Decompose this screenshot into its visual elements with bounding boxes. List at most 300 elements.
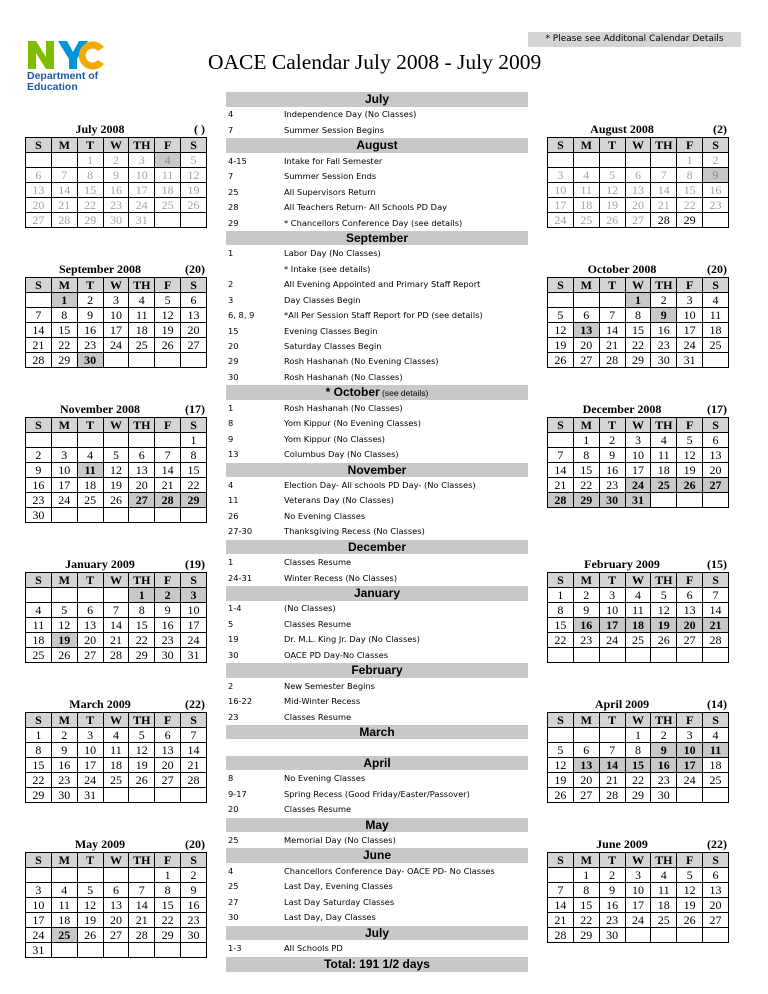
day-cell: 29 xyxy=(625,353,651,368)
weekday-header: TH xyxy=(651,853,677,868)
day-cell: 25 xyxy=(129,338,155,353)
day-cell: 20 xyxy=(573,773,599,788)
month-calendar xyxy=(547,557,729,663)
day-cell: 4 xyxy=(103,728,129,743)
month-name: October 2008 xyxy=(587,262,657,276)
day-cell: 24 xyxy=(677,338,703,353)
day-cell: 1 xyxy=(181,433,207,448)
event-date: 11 xyxy=(228,495,239,506)
weekday-header: F xyxy=(155,853,181,868)
section-note: (see details) xyxy=(379,388,429,399)
day-cell: 9 xyxy=(703,168,729,183)
event-date: 8 xyxy=(228,418,234,429)
day-cell: 20 xyxy=(103,913,129,928)
section-label: January xyxy=(353,586,401,600)
weekday-header: M xyxy=(573,138,599,153)
day-cell: 5 xyxy=(77,883,103,898)
event-row xyxy=(226,478,528,493)
weekday-header: M xyxy=(51,138,77,153)
day-cell xyxy=(103,353,129,368)
day-cell: 18 xyxy=(651,898,677,913)
section-label: February xyxy=(351,663,403,678)
weekday-header: M xyxy=(51,278,77,293)
day-cell: 8 xyxy=(26,743,52,758)
day-cell xyxy=(677,928,703,943)
day-cell: 5 xyxy=(651,588,677,603)
weekday-header: TH xyxy=(651,573,677,588)
day-cell: 2 xyxy=(26,448,52,463)
section-label: July xyxy=(364,92,389,106)
weekday-header: S xyxy=(181,853,207,868)
day-cell xyxy=(129,943,155,958)
event-row xyxy=(226,447,528,462)
day-cell: 20 xyxy=(26,198,52,213)
month-header xyxy=(547,557,729,572)
event-row xyxy=(226,169,528,184)
day-cell: 15 xyxy=(51,323,77,338)
day-cell: 23 xyxy=(26,493,52,508)
day-cell: 30 xyxy=(26,508,52,523)
day-cell: 14 xyxy=(181,743,207,758)
day-cell: 27 xyxy=(703,478,729,493)
day-cell: 30 xyxy=(51,788,77,803)
month-grid xyxy=(25,712,207,803)
day-cell: 20 xyxy=(573,338,599,353)
day-cell xyxy=(129,508,155,523)
day-cell: 30 xyxy=(155,648,181,663)
weekday-header: S xyxy=(703,573,729,588)
day-cell: 10 xyxy=(51,463,77,478)
day-cell: 11 xyxy=(651,883,677,898)
day-cell: 27 xyxy=(677,633,703,648)
day-cell: 4 xyxy=(625,588,651,603)
event-row xyxy=(226,370,528,385)
month-section-header xyxy=(226,586,528,601)
day-cell: 29 xyxy=(181,493,207,508)
day-cell: 9 xyxy=(599,883,625,898)
event-text: Last Day, Evening Classes xyxy=(284,881,393,892)
day-cell: 31 xyxy=(129,213,155,228)
month-calendar xyxy=(547,122,729,228)
event-row xyxy=(226,524,528,539)
day-cell: 9 xyxy=(103,168,129,183)
day-cell: 11 xyxy=(155,168,181,183)
day-cell: 13 xyxy=(181,308,207,323)
month-header xyxy=(25,697,207,712)
event-row xyxy=(226,509,528,524)
day-cell: 30 xyxy=(651,788,677,803)
event-date: 30 xyxy=(228,649,239,660)
day-cell: 19 xyxy=(548,773,574,788)
day-cell: 26 xyxy=(129,773,155,788)
day-cell: 20 xyxy=(625,198,651,213)
day-cell: 25 xyxy=(651,913,677,928)
weekday-header: TH xyxy=(129,138,155,153)
day-cell: 15 xyxy=(129,618,155,633)
weekday-header: T xyxy=(599,278,625,293)
event-date: 19 xyxy=(228,634,239,645)
day-cell: 5 xyxy=(548,743,574,758)
day-cell: 30 xyxy=(77,353,103,368)
day-cell xyxy=(625,153,651,168)
weekday-header: W xyxy=(625,418,651,433)
day-cell: 2 xyxy=(573,588,599,603)
day-cell xyxy=(548,153,574,168)
event-date: 13 xyxy=(228,449,239,460)
month-day-count: (17) xyxy=(707,402,727,416)
day-cell: 2 xyxy=(599,868,625,883)
day-cell: 3 xyxy=(625,433,651,448)
event-list xyxy=(226,92,528,972)
day-cell xyxy=(51,508,77,523)
weekday-header: W xyxy=(625,278,651,293)
day-cell: 3 xyxy=(77,728,103,743)
day-cell: 15 xyxy=(573,898,599,913)
day-cell: 8 xyxy=(129,603,155,618)
event-row xyxy=(226,123,528,138)
day-cell: 13 xyxy=(625,183,651,198)
event-date: 8 xyxy=(228,773,234,784)
weekday-header: F xyxy=(155,278,181,293)
day-cell: 1 xyxy=(677,153,703,168)
day-cell xyxy=(573,728,599,743)
event-date: 25 xyxy=(228,881,239,892)
month-day-count: (19) xyxy=(185,557,205,571)
day-cell xyxy=(703,493,729,508)
day-cell: 4 xyxy=(703,728,729,743)
day-cell: 31 xyxy=(625,493,651,508)
event-text: New Semester Begins xyxy=(284,680,375,691)
day-cell: 29 xyxy=(155,928,181,943)
day-cell xyxy=(103,588,129,603)
month-section-header xyxy=(226,756,528,771)
calendar-details-note: * Please see Additonal Calendar Details xyxy=(528,32,741,47)
day-cell: 3 xyxy=(677,728,703,743)
weekday-header: F xyxy=(155,418,181,433)
day-cell: 29 xyxy=(77,213,103,228)
day-cell: 26 xyxy=(548,788,574,803)
event-date: 5 xyxy=(228,618,234,629)
section-label: March xyxy=(359,724,395,739)
day-cell: 19 xyxy=(103,478,129,493)
day-cell: 3 xyxy=(129,153,155,168)
event-date: 26 xyxy=(228,510,239,521)
day-cell: 25 xyxy=(703,773,729,788)
day-cell: 2 xyxy=(599,433,625,448)
day-cell: 21 xyxy=(103,633,129,648)
day-cell: 12 xyxy=(103,463,129,478)
day-cell: 22 xyxy=(77,198,103,213)
event-text: Last Day, Day Classes xyxy=(284,912,376,923)
day-cell: 7 xyxy=(129,883,155,898)
event-row xyxy=(226,802,528,817)
day-cell xyxy=(155,433,181,448)
day-cell: 28 xyxy=(155,493,181,508)
weekday-header: W xyxy=(103,573,129,588)
weekday-header: TH xyxy=(129,418,155,433)
day-cell: 28 xyxy=(51,213,77,228)
day-cell: 5 xyxy=(677,433,703,448)
event-text: Winter Recess (No Classes) xyxy=(284,572,398,583)
event-date: 15 xyxy=(228,325,239,336)
day-cell: 9 xyxy=(26,463,52,478)
weekday-header: S xyxy=(26,418,52,433)
day-cell: 16 xyxy=(26,478,52,493)
day-cell xyxy=(703,788,729,803)
event-date: 16-22 xyxy=(228,696,253,707)
weekday-header: S xyxy=(26,713,52,728)
event-row xyxy=(226,694,528,709)
event-date: 20 xyxy=(228,341,239,351)
event-row xyxy=(226,401,528,416)
day-cell: 27 xyxy=(703,913,729,928)
event-text: Independence Day (No Classes) xyxy=(284,109,417,120)
event-row xyxy=(226,910,528,925)
weekday-header: F xyxy=(155,713,181,728)
event-row xyxy=(226,200,528,215)
event-text: All Schools PD xyxy=(284,943,343,954)
day-cell: 27 xyxy=(129,493,155,508)
event-date: 1-4 xyxy=(228,603,242,614)
event-row xyxy=(226,416,528,431)
day-cell: 20 xyxy=(155,758,181,773)
event-row xyxy=(226,833,528,848)
day-cell: 9 xyxy=(599,448,625,463)
day-cell xyxy=(77,588,103,603)
day-cell: 26 xyxy=(599,213,625,228)
day-cell: 29 xyxy=(26,788,52,803)
month-calendar xyxy=(547,262,729,368)
day-cell xyxy=(77,943,103,958)
day-cell: 8 xyxy=(625,308,651,323)
day-cell xyxy=(703,213,729,228)
section-label: September xyxy=(345,230,409,245)
month-grid xyxy=(25,417,207,523)
event-row xyxy=(226,185,528,200)
day-cell: 17 xyxy=(625,898,651,913)
day-cell: 5 xyxy=(51,603,77,618)
day-cell: 26 xyxy=(77,928,103,943)
month-header xyxy=(25,557,207,572)
day-cell: 1 xyxy=(548,588,574,603)
event-date: 7 xyxy=(228,171,234,182)
day-cell xyxy=(26,153,52,168)
day-cell: 8 xyxy=(77,168,103,183)
section-label: December xyxy=(347,539,407,554)
event-row xyxy=(226,493,528,508)
day-cell xyxy=(77,868,103,883)
day-cell xyxy=(181,788,207,803)
weekday-header: S xyxy=(703,713,729,728)
event-row xyxy=(226,324,528,339)
event-date: 1 xyxy=(228,248,234,259)
day-cell: 2 xyxy=(77,293,103,308)
day-cell: 18 xyxy=(103,758,129,773)
day-cell: 13 xyxy=(103,898,129,913)
event-date: 1-3 xyxy=(228,943,242,954)
day-cell: 28 xyxy=(129,928,155,943)
event-text: All Evening Appointed and Primary Staff Report xyxy=(284,279,481,290)
day-cell xyxy=(181,508,207,523)
day-cell: 28 xyxy=(599,788,625,803)
day-cell xyxy=(129,868,155,883)
day-cell: 28 xyxy=(651,213,677,228)
day-cell: 22 xyxy=(548,633,574,648)
day-cell: 14 xyxy=(599,758,625,773)
day-cell: 5 xyxy=(548,308,574,323)
month-section-header xyxy=(226,92,528,107)
day-cell: 29 xyxy=(625,788,651,803)
month-header xyxy=(547,122,729,137)
day-cell: 30 xyxy=(181,928,207,943)
day-cell: 4 xyxy=(77,448,103,463)
day-cell: 8 xyxy=(155,883,181,898)
day-cell xyxy=(51,433,77,448)
event-date: 23 xyxy=(228,711,239,722)
day-cell: 25 xyxy=(155,198,181,213)
day-cell: 4 xyxy=(51,883,77,898)
day-cell: 17 xyxy=(677,758,703,773)
day-cell: 22 xyxy=(573,478,599,493)
event-text: * Intake (see details) xyxy=(284,263,371,274)
weekday-header: TH xyxy=(651,713,677,728)
weekday-header: S xyxy=(181,713,207,728)
weekday-header: F xyxy=(155,138,181,153)
day-cell: 6 xyxy=(625,168,651,183)
day-cell: 14 xyxy=(651,183,677,198)
day-cell: 22 xyxy=(625,773,651,788)
weekday-header: F xyxy=(677,713,703,728)
day-cell: 27 xyxy=(26,213,52,228)
weekday-header: S xyxy=(181,278,207,293)
day-cell: 10 xyxy=(625,883,651,898)
event-date: 9-17 xyxy=(228,788,247,799)
day-cell: 25 xyxy=(625,633,651,648)
event-row xyxy=(226,246,528,261)
day-cell: 2 xyxy=(155,588,181,603)
day-cell: 12 xyxy=(129,743,155,758)
month-section-header xyxy=(226,725,528,740)
day-cell xyxy=(103,868,129,883)
day-cell: 27 xyxy=(77,648,103,663)
weekday-header: W xyxy=(103,418,129,433)
month-calendar xyxy=(25,262,207,368)
weekday-header: W xyxy=(103,138,129,153)
day-cell xyxy=(548,648,574,663)
day-cell: 29 xyxy=(573,493,599,508)
day-cell: 19 xyxy=(599,198,625,213)
month-name: January 2009 xyxy=(65,557,135,571)
month-calendar xyxy=(547,402,729,508)
day-cell: 3 xyxy=(548,168,574,183)
day-cell: 23 xyxy=(573,633,599,648)
day-cell: 6 xyxy=(703,868,729,883)
day-cell xyxy=(103,788,129,803)
day-cell xyxy=(651,153,677,168)
event-row xyxy=(226,679,528,694)
event-text: Rosh Hashanah (No Classes) xyxy=(284,371,403,382)
event-date: 29 xyxy=(228,356,239,367)
event-text: Day Classes Begin xyxy=(284,294,361,305)
month-header xyxy=(25,837,207,852)
event-date: 4-15 xyxy=(228,155,247,166)
day-cell: 10 xyxy=(677,743,703,758)
event-date: 2 xyxy=(228,680,234,691)
event-row xyxy=(226,864,528,879)
weekday-header: M xyxy=(573,713,599,728)
day-cell xyxy=(155,508,181,523)
day-cell: 19 xyxy=(51,633,77,648)
day-cell: 13 xyxy=(26,183,52,198)
day-cell: 5 xyxy=(677,868,703,883)
day-cell: 18 xyxy=(703,323,729,338)
event-date: 6, 8, 9 xyxy=(228,310,255,321)
day-cell: 3 xyxy=(677,293,703,308)
day-cell: 19 xyxy=(677,463,703,478)
weekday-header: S xyxy=(181,418,207,433)
day-cell xyxy=(181,213,207,228)
weekday-header: S xyxy=(181,573,207,588)
event-row xyxy=(226,154,528,169)
day-cell: 29 xyxy=(129,648,155,663)
day-cell: 24 xyxy=(599,633,625,648)
day-cell: 15 xyxy=(625,758,651,773)
month-calendar xyxy=(547,697,729,803)
day-cell: 18 xyxy=(26,633,52,648)
event-date: 1 xyxy=(228,402,234,413)
event-row xyxy=(226,277,528,292)
weekday-header: M xyxy=(573,278,599,293)
day-cell: 7 xyxy=(26,308,52,323)
day-cell: 14 xyxy=(548,463,574,478)
day-cell xyxy=(703,353,729,368)
day-cell: 21 xyxy=(703,618,729,633)
month-header xyxy=(547,402,729,417)
day-cell: 1 xyxy=(573,433,599,448)
day-cell: 19 xyxy=(181,183,207,198)
day-cell: 5 xyxy=(599,168,625,183)
day-cell: 5 xyxy=(181,153,207,168)
month-header xyxy=(547,837,729,852)
day-cell: 19 xyxy=(77,913,103,928)
day-cell: 18 xyxy=(703,758,729,773)
day-cell: 12 xyxy=(548,323,574,338)
event-text: Rosh Hashanah (No Evening Classes) xyxy=(284,356,439,367)
event-date: 24-31 xyxy=(228,572,253,583)
event-text: Summer Session Begins xyxy=(284,124,385,135)
month-header xyxy=(547,262,729,277)
day-cell xyxy=(51,868,77,883)
day-cell: 23 xyxy=(599,478,625,493)
weekday-header: W xyxy=(103,853,129,868)
day-cell: 15 xyxy=(625,323,651,338)
day-cell: 15 xyxy=(677,183,703,198)
day-cell: 18 xyxy=(129,323,155,338)
day-cell: 1 xyxy=(625,728,651,743)
section-label: August xyxy=(356,138,398,153)
weekday-header: T xyxy=(599,853,625,868)
weekday-header: T xyxy=(77,573,103,588)
day-cell: 13 xyxy=(573,758,599,773)
day-cell: 27 xyxy=(103,928,129,943)
event-row xyxy=(226,879,528,894)
day-cell: 6 xyxy=(573,308,599,323)
day-cell xyxy=(26,868,52,883)
day-cell: 13 xyxy=(573,323,599,338)
day-cell: 21 xyxy=(26,338,52,353)
day-cell: 15 xyxy=(155,898,181,913)
day-cell: 19 xyxy=(548,338,574,353)
